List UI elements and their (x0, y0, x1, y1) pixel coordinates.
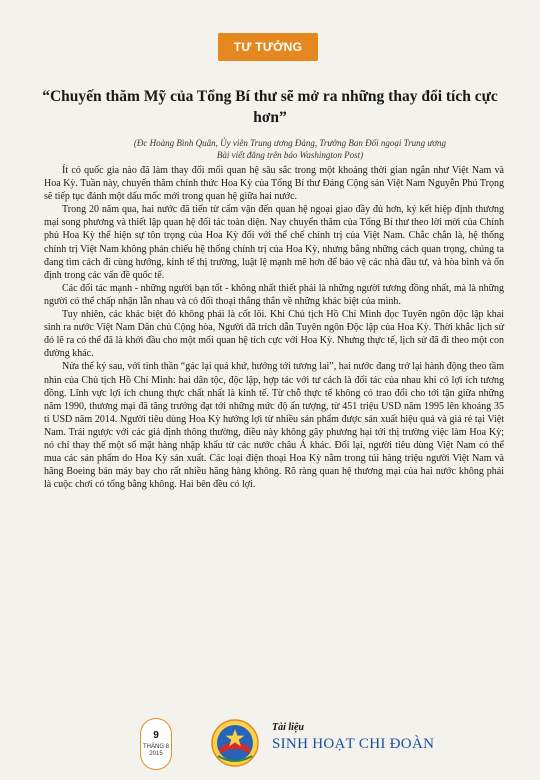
paragraph: Ít có quốc gia nào đã làm thay đổi mối quan hệ sâu sắc trong một khoảng thời gian ngắn như Việt Nam và Hoa Kỳ. Tuần này, chuyến thăm chính thức Hoa Kỳ của Tổng Bí thư Đảng Cộng sản Việt Nam Nguyễn Phú Trọng sẽ tiếp tục đánh một dấu mốc mới trong quan hệ giữa hai nước. (44, 165, 504, 203)
byline-author: (Đc Hoàng Bình Quân, Ủy viên Trung ương Đảng, Trưởng Ban Đối ngoại Trung ương (133, 138, 447, 148)
publication-title (272, 722, 434, 753)
issue-date: THÁNG 8 2015 (142, 744, 169, 757)
paragraph: Tuy nhiên, các khác biệt đó không phải là cốt lõi. Khi Chủ tịch Hồ Chí Minh đọc Tuyên ngôn độc lập khai sinh ra nước Việt Nam Dân chủ Cộng hòa, Người đã trích dẫn Tuyên ngôn Độc lập của Hoa Kỳ. Thời khắc lịch sử đó lẽ ra có thể đã là khởi đầu cho một mối quan hệ tích cực với Hoa Kỳ. Nhưng thực tế, lịch sử đã đi theo một con đường khác. (44, 309, 504, 360)
article-title: “Chuyến thăm Mỹ của Tổng Bí thư sẽ mở ra những thay đổi tích cực hơn” (42, 88, 498, 126)
paragraph: Các đối tác mạnh - những người bạn tốt - không nhất thiết phải là những người tương đồng nhất, mà là những người có thể chấp nhận lẫn nhau và có đối thoại thẳng thắn về những khác biệt của mình. (44, 282, 504, 307)
paragraph: Nửa thế kỷ sau, với tinh thần “gác lại quá khứ, hướng tới tương lai”, hai nước đang trở lại hành động theo tầm nhìn của Chủ tịch Hồ Chí Minh: hai dân tộc, độc lập, hợp tác với tư cách là đối tác của nhau khi có lợi ích tương đồng. Lĩnh vực lợi ích chung thực chất nhất là kinh tế. Từ chỗ thực tế không có trao đổi cho tới tận giữa những năm 1990, thương mại đã tăng trưởng đạt tới những mức độ ấn tượng, từ 451 triệu USD năm 1995 lên khoảng 35 tỉ USD năm 2014. Người tiêu dùng Hoa Kỳ hưởng lợi từ nhiều sản phẩm được sản xuất hiệu quả và giá rẻ tại Việt Nam. Trái ngược với các giả định thông thường, điều này không gây phương hại tới thị trường việc làm Hoa Kỳ; nó chỉ thay thế một số mặt hàng nhập khẩu từ các nước châu Á khác. Đổi lại, người tiêu dùng Việt Nam có thể mua các sản phẩm do Hoa Kỳ sản xuất. Các loại điện thoại Hoa Kỳ nằm trong túi hàng triệu người Việt Nam và hãng Boeing bán máy bay cho rất nhiều hãng hàng không. Rõ ràng quan hệ thương mại của hai nước không phải là cuộc chơi có tổng bằng không. Hai bên đều có lợi. (44, 361, 504, 491)
byline (100, 137, 480, 161)
publication-name: SINH HOẠT CHI ĐOÀN (272, 736, 435, 752)
byline-source: Bài viết đăng trên báo Washington Post) (216, 150, 364, 160)
page-number: 9 (153, 730, 159, 741)
section-tag (218, 33, 318, 61)
section-label: TƯ TƯỞNG (233, 40, 303, 54)
page-number-badge (140, 718, 172, 770)
youth-union-emblem-icon (210, 718, 260, 768)
document-label: Tài liệu (272, 722, 304, 733)
article-body (44, 164, 504, 491)
paragraph: Trong 20 năm qua, hai nước đã tiến từ cấm vận đến quan hệ ngoại giao đầy đủ hơn, ký kết hiệp định thương mại song phương và thiết lập quan hệ đối tác toàn diện. Nay chuyến thăm của Tổng Bí thư theo lời mời của Chính phủ Hoa Kỳ thể hiện sự tôn trọng của Hoa Kỳ đối với thể chế chính trị của Việt Nam. Chắc chắn là, hệ thống chính trị Việt Nam không phản chiếu hệ thống chính trị của Hoa Kỳ, nhưng bằng những cách quan trọng, chúng ta đang tìm cách đi cùng hướng, kinh tế thị trường, luật lệ mạnh mẽ hơn để bảo vệ các nhà đầu tư, và hòa bình và ổn định trong các vấn đề quốc tế. (44, 204, 504, 281)
